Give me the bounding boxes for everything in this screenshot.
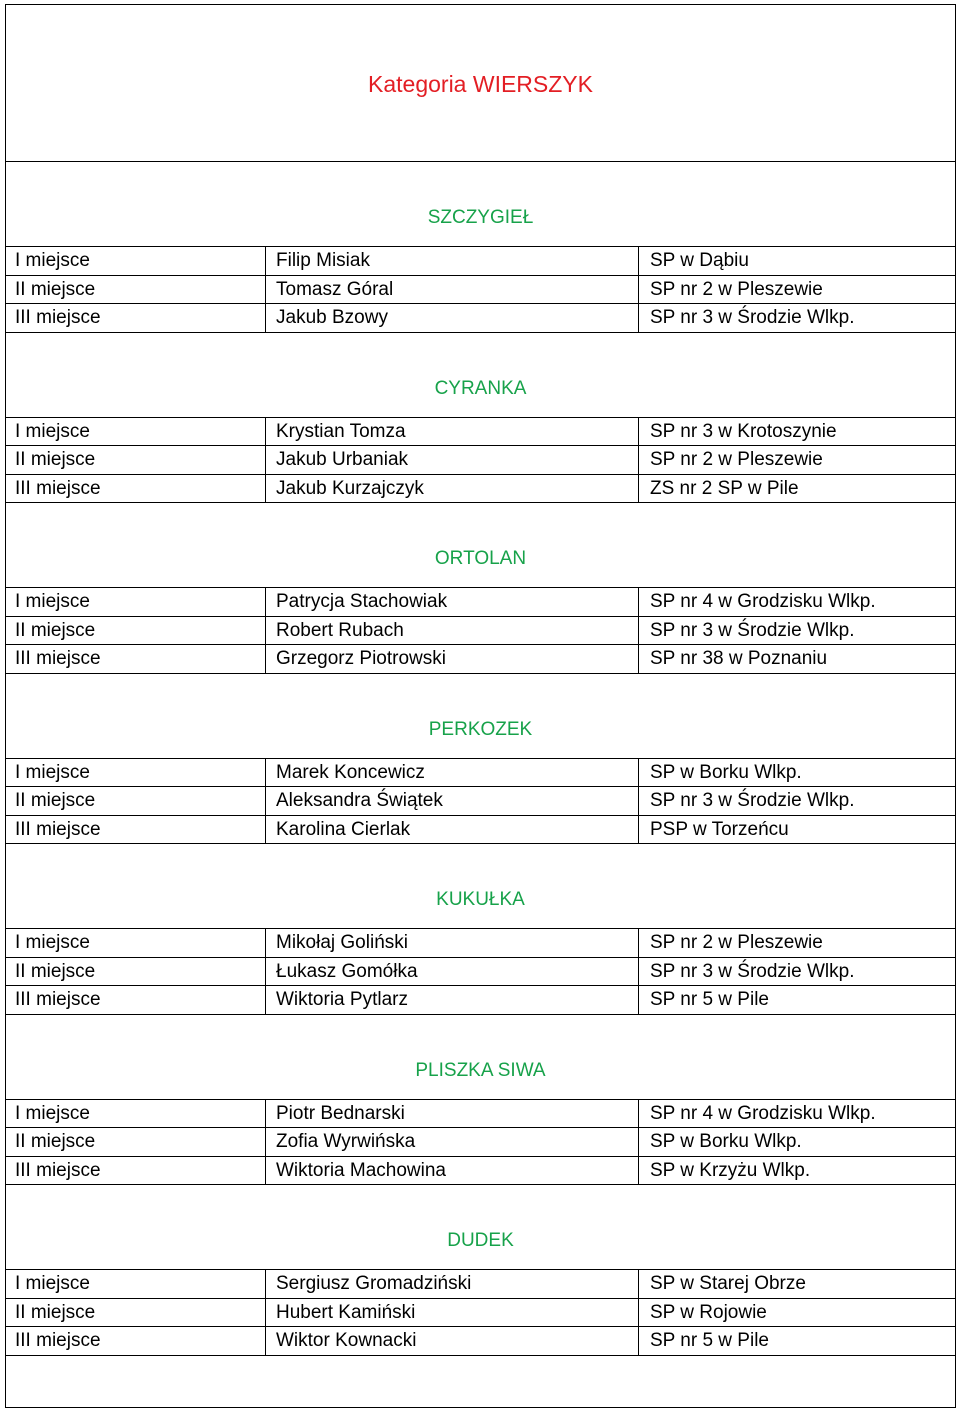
place-cell: III miejsce — [6, 1157, 266, 1185]
table-row — [6, 276, 955, 305]
name-cell: Filip Misiak — [266, 247, 639, 275]
school-cell: SP nr 3 w Środzie Wlkp. — [650, 619, 855, 641]
school-cell: ZS nr 2 SP w Pile — [650, 477, 799, 499]
place-cell: II miejsce — [6, 276, 266, 304]
table-row — [6, 1100, 955, 1129]
section-title: ORTOLAN — [434, 548, 527, 569]
name-cell: Piotr Bednarski — [266, 1100, 639, 1128]
category-section — [6, 844, 955, 1015]
table-row — [6, 645, 955, 674]
section-header — [6, 333, 955, 418]
name-cell: Tomasz Góral — [266, 276, 639, 304]
table-row — [6, 617, 955, 646]
table-row — [6, 418, 955, 447]
table-row — [6, 759, 955, 788]
table-row — [6, 1157, 955, 1186]
table-tail — [6, 1356, 955, 1424]
category-section — [6, 674, 955, 845]
school-cell: SP w Rojowie — [650, 1301, 767, 1323]
school-cell: SP nr 4 w Grodzisku Wlkp. — [650, 591, 876, 612]
sections-container — [6, 162, 955, 1356]
name-cell: Aleksandra Świątek — [266, 787, 639, 815]
school-cell: SP nr 3 w Środzie Wlkp. — [650, 790, 855, 811]
name-cell: Patrycja Stachowiak — [266, 588, 639, 616]
school-cell: SP nr 2 w Pleszewie — [650, 278, 823, 300]
category-section — [6, 1185, 955, 1356]
table-row — [6, 446, 955, 475]
table-row — [6, 787, 955, 816]
section-header — [6, 1015, 955, 1100]
name-cell: Łukasz Gomółka — [266, 958, 639, 986]
place-cell: II miejsce — [6, 958, 266, 986]
school-cell: SP nr 4 w Grodzisku Wlkp. — [650, 1102, 876, 1124]
school-cell: SP nr 3 w Środzie Wlkp. — [650, 307, 855, 328]
section-title: DUDEK — [447, 1230, 514, 1251]
school-cell: SP nr 2 w Pleszewie — [650, 449, 823, 470]
school-cell: SP w Borku Wlkp. — [650, 1131, 802, 1152]
name-cell: Wiktor Kownacki — [266, 1327, 639, 1355]
school-cell: SP nr 5 w Pile — [650, 1330, 769, 1351]
table-row — [6, 588, 955, 617]
category-section — [6, 162, 955, 333]
school-cell: PSP w Torzeńcu — [650, 818, 789, 840]
school-cell: SP nr 3 w Środzie Wlkp. — [650, 960, 855, 982]
place-cell: III miejsce — [6, 1327, 266, 1355]
place-cell: III miejsce — [6, 475, 266, 503]
place-cell: III miejsce — [6, 816, 266, 844]
place-cell: III miejsce — [6, 986, 266, 1014]
name-cell: Wiktoria Machowina — [266, 1157, 639, 1185]
page-title: Kategoria WIERSZYK — [368, 71, 593, 97]
category-section — [6, 333, 955, 504]
place-cell: I miejsce — [6, 247, 266, 275]
name-cell: Zofia Wyrwińska — [266, 1128, 639, 1156]
section-title: PLISZKA SIWA — [415, 1059, 546, 1081]
place-cell: II miejsce — [6, 446, 266, 474]
table-row — [6, 958, 955, 987]
section-title: PERKOZEK — [428, 718, 533, 740]
section-title: SZCZYGIEŁ — [427, 207, 534, 228]
table-row — [6, 1128, 955, 1157]
name-cell: Marek Koncewicz — [266, 759, 639, 787]
section-header — [6, 503, 955, 588]
name-cell: Jakub Bzowy — [266, 304, 639, 332]
name-cell: Sergiusz Gromadziński — [266, 1270, 639, 1298]
table-row — [6, 475, 955, 504]
place-cell: I miejsce — [6, 418, 266, 446]
name-cell: Krystian Tomza — [266, 418, 639, 446]
school-cell: SP nr 3 w Krotoszynie — [650, 420, 837, 442]
school-cell: SP w Starej Obrze — [650, 1273, 806, 1294]
name-cell: Hubert Kamiński — [266, 1299, 639, 1327]
place-cell: II miejsce — [6, 617, 266, 645]
school-cell: SP w Borku Wlkp. — [650, 761, 802, 783]
title-cell — [6, 5, 955, 162]
place-cell: I miejsce — [6, 588, 266, 616]
section-header — [6, 844, 955, 929]
section-header — [6, 1185, 955, 1270]
name-cell: Grzegorz Piotrowski — [266, 645, 639, 673]
category-section — [6, 1015, 955, 1186]
table-row — [6, 1299, 955, 1328]
school-cell: SP nr 2 w Pleszewie — [650, 932, 823, 953]
section-title: KUKUŁKA — [436, 889, 525, 910]
section-header — [6, 162, 955, 247]
results-document — [5, 4, 956, 1408]
name-cell: Robert Rubach — [266, 617, 639, 645]
table-row — [6, 1270, 955, 1299]
section-header — [6, 674, 955, 759]
name-cell: Mikołaj Goliński — [266, 929, 639, 957]
name-cell: Jakub Urbaniak — [266, 446, 639, 474]
place-cell: I miejsce — [6, 929, 266, 957]
category-section — [6, 503, 955, 674]
place-cell: I miejsce — [6, 1270, 266, 1298]
table-row — [6, 816, 955, 845]
place-cell: III miejsce — [6, 645, 266, 673]
name-cell: Wiktoria Pytlarz — [266, 986, 639, 1014]
name-cell: Karolina Cierlak — [266, 816, 639, 844]
school-cell: SP w Krzyżu Wlkp. — [650, 1159, 811, 1181]
table-row — [6, 247, 955, 276]
school-cell: SP nr 38 w Poznaniu — [650, 648, 828, 669]
table-row — [6, 304, 955, 333]
section-title: CYRANKA — [434, 377, 527, 399]
name-cell: Jakub Kurzajczyk — [266, 475, 639, 503]
school-cell: SP nr 5 w Pile — [650, 989, 769, 1010]
table-row — [6, 986, 955, 1015]
place-cell: III miejsce — [6, 304, 266, 332]
school-cell: SP w Dąbiu — [650, 250, 749, 271]
place-cell: II miejsce — [6, 787, 266, 815]
table-row — [6, 1327, 955, 1356]
place-cell: II miejsce — [6, 1128, 266, 1156]
table-row — [6, 929, 955, 958]
place-cell: I miejsce — [6, 1100, 266, 1128]
place-cell: I miejsce — [6, 759, 266, 787]
place-cell: II miejsce — [6, 1299, 266, 1327]
